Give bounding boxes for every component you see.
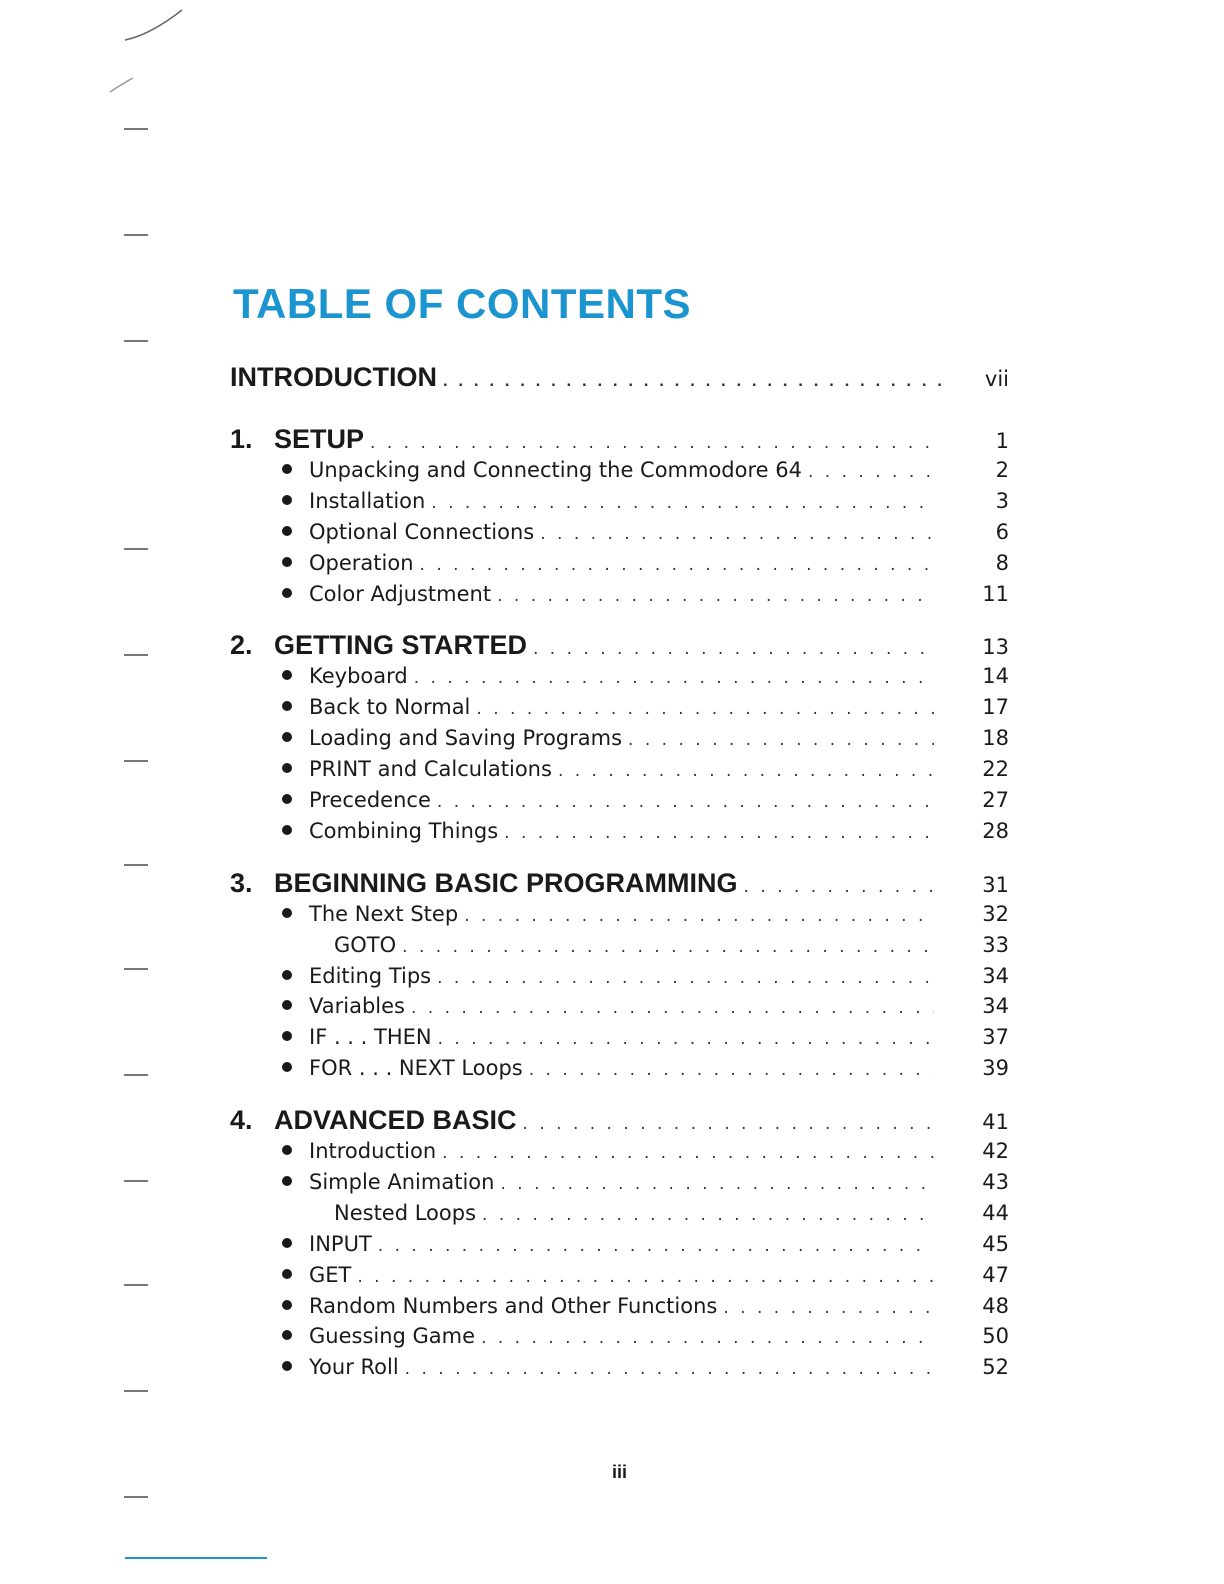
entry-page: 47 xyxy=(982,1262,1009,1287)
dot-leader xyxy=(558,761,934,781)
entry-page: 27 xyxy=(982,788,1009,813)
bullet-icon xyxy=(282,794,292,804)
entry-page: 17 xyxy=(982,695,1009,720)
page-title: TABLE OF CONTENTS xyxy=(233,280,692,327)
toc-entry[interactable] xyxy=(230,788,1015,819)
bullet-icon xyxy=(282,1031,292,1041)
bullet-icon xyxy=(282,495,292,505)
toc-chapter[interactable] xyxy=(230,630,1015,664)
chapter-number: 4. xyxy=(230,1105,253,1136)
chapter-page: 41 xyxy=(982,1110,1009,1135)
dot-leader xyxy=(443,371,953,391)
chapter-title: SETUP xyxy=(274,424,365,454)
entry-label: GET xyxy=(309,1262,352,1287)
chapter-number: 2. xyxy=(230,630,253,661)
entry-label: GOTO xyxy=(334,932,397,957)
toc-entry[interactable] xyxy=(230,1025,1015,1056)
bullet-icon xyxy=(282,588,292,598)
chapter-page: 1 xyxy=(995,429,1009,453)
entry-page: 52 xyxy=(982,1355,1009,1380)
bullet-icon xyxy=(282,464,292,474)
chapter-number: 3. xyxy=(230,867,253,898)
entry-label: Editing Tips xyxy=(309,963,432,988)
dot-leader xyxy=(370,433,934,453)
chapter-title: GETTING STARTED xyxy=(274,630,527,661)
entry-page: 34 xyxy=(982,994,1009,1019)
entry-page: 8 xyxy=(995,550,1009,575)
dot-leader xyxy=(464,906,934,926)
chapter-title: ADVANCED BASIC xyxy=(274,1105,517,1136)
entry-label: Unpacking and Connecting the Commodore 64 xyxy=(309,458,802,482)
dot-leader xyxy=(378,1236,934,1256)
entry-page: 33 xyxy=(982,932,1009,957)
dot-leader xyxy=(497,586,934,606)
bullet-icon xyxy=(282,526,292,536)
dot-leader xyxy=(481,1328,934,1348)
scan-edge-line xyxy=(125,1557,267,1559)
dot-leader xyxy=(438,1029,934,1049)
toc-entry[interactable] xyxy=(230,458,1015,489)
page-number: iii xyxy=(612,1462,628,1482)
toc-entry[interactable] xyxy=(230,1294,1015,1325)
entry-page: 11 xyxy=(982,581,1009,606)
entry-label: Combining Things xyxy=(309,818,499,843)
entry-label: Simple Animation xyxy=(309,1170,495,1195)
entry-page: 6 xyxy=(995,519,1009,544)
bullet-icon xyxy=(282,701,292,711)
toc-introduction[interactable] xyxy=(230,362,1015,410)
chapter-page: 13 xyxy=(982,635,1009,660)
entry-page: 22 xyxy=(982,757,1009,782)
introduction-page: vii xyxy=(984,367,1009,391)
bullet-icon xyxy=(282,557,292,567)
dot-leader xyxy=(523,1114,934,1134)
dot-leader xyxy=(628,730,934,750)
toc-entry[interactable] xyxy=(230,902,1015,933)
bullet-icon xyxy=(282,1000,292,1010)
dot-leader xyxy=(411,998,934,1018)
toc-entry[interactable] xyxy=(230,489,1015,520)
bullet-icon xyxy=(282,1361,292,1371)
bullet-icon xyxy=(282,908,292,918)
entry-page: 34 xyxy=(982,963,1009,988)
bullet-icon xyxy=(282,1145,292,1155)
entry-page: 45 xyxy=(982,1231,1009,1256)
bullet-icon xyxy=(282,970,292,980)
pen-stroke-marks xyxy=(0,0,200,120)
entry-label: Keyboard xyxy=(309,664,408,689)
toc-entry[interactable] xyxy=(230,1201,1015,1232)
entry-label: Precedence xyxy=(309,788,431,813)
toc-entry[interactable] xyxy=(230,933,1015,964)
entry-label: FOR . . . NEXT Loops xyxy=(309,1056,523,1081)
entry-label: Optional Connections xyxy=(309,519,535,544)
entry-label: Random Numbers and Other Functions xyxy=(309,1293,718,1318)
toc-entry[interactable] xyxy=(230,1324,1015,1355)
toc-entry[interactable] xyxy=(230,520,1015,551)
dot-leader xyxy=(540,524,934,544)
chapter-page: 31 xyxy=(982,872,1009,897)
chapter-list xyxy=(230,424,1015,1386)
entry-page: 37 xyxy=(982,1025,1009,1050)
entry-page: 48 xyxy=(982,1293,1009,1318)
bullet-icon xyxy=(282,825,292,835)
entry-label: The Next Step xyxy=(309,901,459,926)
dot-leader xyxy=(476,699,934,719)
entry-label: Your Roll xyxy=(309,1355,399,1380)
entry-page: 18 xyxy=(982,726,1009,751)
bullet-icon xyxy=(282,670,292,680)
bullet-icon xyxy=(282,1238,292,1248)
dot-leader xyxy=(723,1298,934,1318)
entry-page: 39 xyxy=(982,1056,1009,1081)
toc-entry[interactable] xyxy=(230,726,1015,757)
dot-leader xyxy=(405,1359,934,1379)
dot-leader xyxy=(744,877,934,897)
entry-label: Variables xyxy=(309,994,405,1019)
entry-page: 44 xyxy=(982,1200,1009,1225)
entry-label: Installation xyxy=(309,488,426,513)
dot-leader xyxy=(504,823,934,843)
dot-leader xyxy=(529,1060,934,1080)
dot-leader xyxy=(437,968,934,988)
toc-entry[interactable] xyxy=(230,757,1015,788)
entry-label: Nested Loops xyxy=(334,1200,477,1225)
entry-label: Operation xyxy=(309,550,414,575)
dot-leader xyxy=(402,937,934,957)
bullet-icon xyxy=(282,1330,292,1340)
introduction-label: INTRODUCTION xyxy=(230,362,437,392)
entry-label: Introduction xyxy=(309,1139,437,1164)
entry-label: Loading and Saving Programs xyxy=(309,726,623,751)
entry-page: 32 xyxy=(982,901,1009,926)
toc-entry[interactable] xyxy=(230,1056,1015,1087)
toc-entry[interactable] xyxy=(230,994,1015,1025)
toc-chapter[interactable] xyxy=(230,424,1015,458)
entry-page: 50 xyxy=(982,1324,1009,1349)
bullet-icon xyxy=(282,1300,292,1310)
entry-label: PRINT and Calculations xyxy=(309,757,552,782)
dot-leader xyxy=(357,1267,934,1287)
entry-label: IF . . . THEN xyxy=(309,1025,432,1050)
entry-label: Color Adjustment xyxy=(309,581,492,606)
binding-margin-marks xyxy=(0,0,200,1584)
dot-leader xyxy=(482,1205,934,1225)
entry-page: 43 xyxy=(982,1170,1009,1195)
bullet-icon xyxy=(282,1176,292,1186)
dot-leader xyxy=(442,1143,934,1163)
entry-page: 2 xyxy=(995,458,1009,482)
bullet-icon xyxy=(282,732,292,742)
dot-leader xyxy=(808,462,934,482)
dot-leader xyxy=(533,639,934,659)
toc-entry[interactable] xyxy=(230,551,1015,582)
bullet-icon xyxy=(282,763,292,773)
toc-entry[interactable] xyxy=(230,1170,1015,1201)
dot-leader xyxy=(431,493,934,513)
toc-entry[interactable] xyxy=(230,1355,1015,1386)
chapter-title: BEGINNING BASIC PROGRAMMING xyxy=(274,867,738,898)
toc-entry[interactable] xyxy=(230,1263,1015,1294)
dot-leader xyxy=(437,792,934,812)
entry-page: 28 xyxy=(982,818,1009,843)
entry-label: Back to Normal xyxy=(309,695,471,720)
toc-entry[interactable] xyxy=(230,964,1015,995)
toc-entry[interactable] xyxy=(230,695,1015,726)
bullet-icon xyxy=(282,1269,292,1279)
dot-leader xyxy=(420,555,934,575)
dot-leader xyxy=(414,668,934,688)
chapter-number: 1. xyxy=(230,424,253,454)
table-of-contents xyxy=(230,362,1015,1386)
toc-entry[interactable] xyxy=(230,1139,1015,1170)
dot-leader xyxy=(500,1174,934,1194)
toc-entry[interactable] xyxy=(230,664,1015,695)
bullet-icon xyxy=(282,1062,292,1072)
entry-page: 3 xyxy=(995,488,1009,513)
entry-page: 42 xyxy=(982,1139,1009,1164)
toc-entry[interactable] xyxy=(230,1232,1015,1263)
entry-label: INPUT xyxy=(309,1231,372,1256)
toc-chapter[interactable] xyxy=(230,1105,1015,1139)
entry-label: Guessing Game xyxy=(309,1324,476,1349)
toc-entry[interactable] xyxy=(230,819,1015,850)
entry-page: 14 xyxy=(982,664,1009,689)
toc-chapter[interactable] xyxy=(230,868,1015,902)
toc-entry[interactable] xyxy=(230,582,1015,613)
